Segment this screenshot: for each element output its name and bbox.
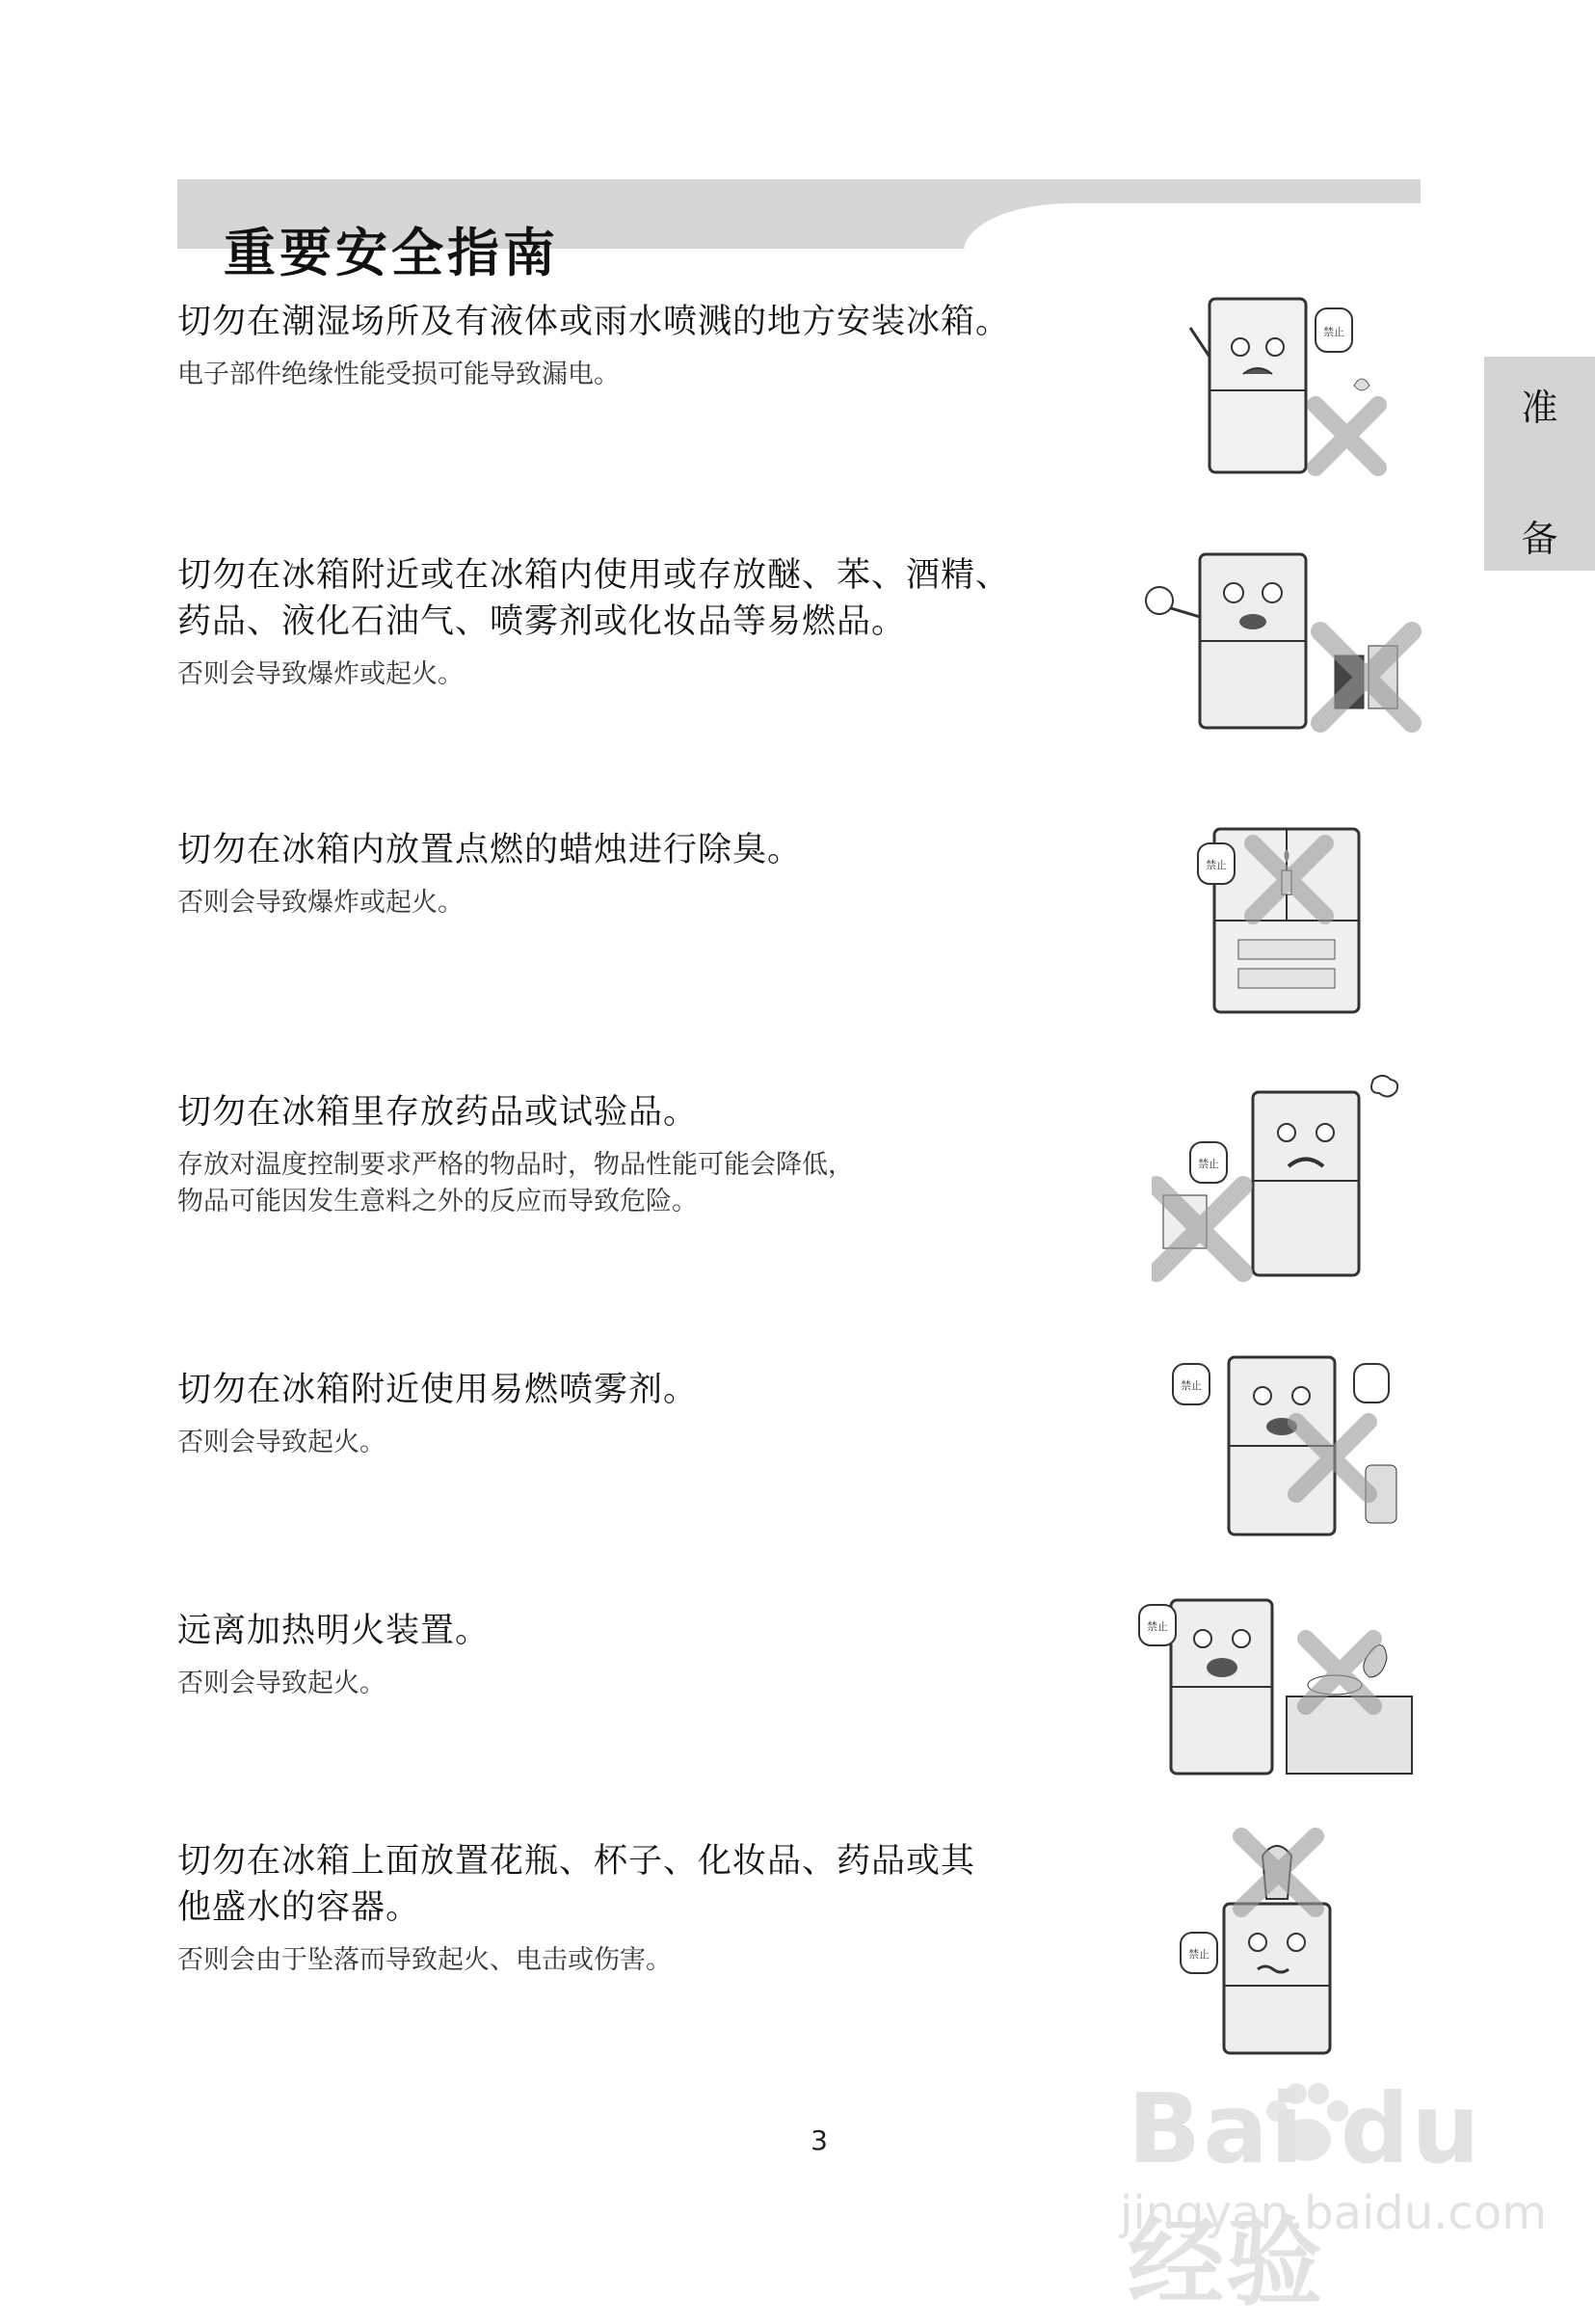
item-title: 远离加热明火装置。: [177, 1612, 491, 1650]
item-description: 存放对温度控制要求严格的物品时，物品性能可能会降低， 物品可能因发生意料之外的反应而导致危险。: [177, 1150, 854, 1216]
prohibit-label: 禁止: [1181, 1379, 1202, 1392]
prohibit-label: 禁止: [1323, 326, 1344, 338]
refrigerator-water-warning-icon: [1171, 289, 1402, 482]
watermark-url: jingyan.baidu.com: [1120, 2186, 1547, 2240]
refrigerator-medicine-warning-icon: [1152, 1075, 1407, 1282]
item-description: 否则会由于坠落而导致起火、电击或伤害。: [177, 1945, 672, 1975]
safety-item: [177, 552, 1083, 693]
refrigerator-flammables-warning-icon: [1132, 545, 1422, 737]
refrigerator-candle-warning-icon: [1171, 824, 1412, 1017]
prohibit-label: 禁止: [1198, 1158, 1219, 1170]
safety-item: [177, 1089, 1083, 1220]
section-side-tab[interactable]: [1484, 357, 1595, 571]
item-description: 否则会导致起火。: [177, 1428, 385, 1457]
item-description: 电子部件绝缘性能受损可能导致漏电。: [177, 360, 620, 389]
item-title: 切勿在冰箱附近或在冰箱内使用或存放醚、苯、酒精、 药品、液化石油气、喷雾剂或化妆品等易燃品。: [177, 556, 1011, 641]
safety-item: [177, 1608, 1083, 1702]
safety-item: [177, 1367, 1083, 1461]
refrigerator-stove-warning-icon: [1128, 1590, 1417, 1783]
prohibit-label: 禁止: [1147, 1620, 1168, 1633]
header-band-curve: [964, 203, 1426, 252]
prohibit-label: 禁止: [1206, 859, 1227, 871]
item-title: 切勿在潮湿场所及有液体或雨水喷溅的地方安装冰箱。: [177, 303, 1011, 341]
item-description: 否则会导致爆炸或起火。: [177, 888, 464, 918]
page-number: 3: [811, 2124, 828, 2156]
item-title: 切勿在冰箱里存放药品或试验品。: [177, 1093, 699, 1132]
watermark-brand: Bai du 经验: [1128, 2072, 1482, 2319]
page-title: 重要安全指南: [224, 223, 559, 284]
item-title: 切勿在冰箱上面放置花瓶、杯子、化妆品、药品或其 他盛水的容器。: [177, 1842, 976, 1927]
refrigerator-spray-warning-icon: [1161, 1349, 1412, 1542]
item-description: 否则会导致起火。: [177, 1669, 385, 1698]
side-tab-char-2: 备: [1521, 518, 1558, 560]
side-tab-char-1: 准: [1521, 387, 1558, 429]
refrigerator-vase-warning-icon: [1166, 1827, 1397, 2058]
safety-item: [177, 1838, 1083, 1979]
baidu-jingyan-watermark: [1108, 2072, 1547, 2319]
safety-item: [177, 299, 1083, 393]
prohibit-label: 禁止: [1188, 1948, 1210, 1961]
safety-item: [177, 827, 1083, 922]
item-description: 否则会导致爆炸或起火。: [177, 659, 464, 689]
item-title: 切勿在冰箱附近使用易燃喷雾剂。: [177, 1371, 699, 1409]
item-title: 切勿在冰箱内放置点燃的蜡烛进行除臭。: [177, 831, 803, 869]
